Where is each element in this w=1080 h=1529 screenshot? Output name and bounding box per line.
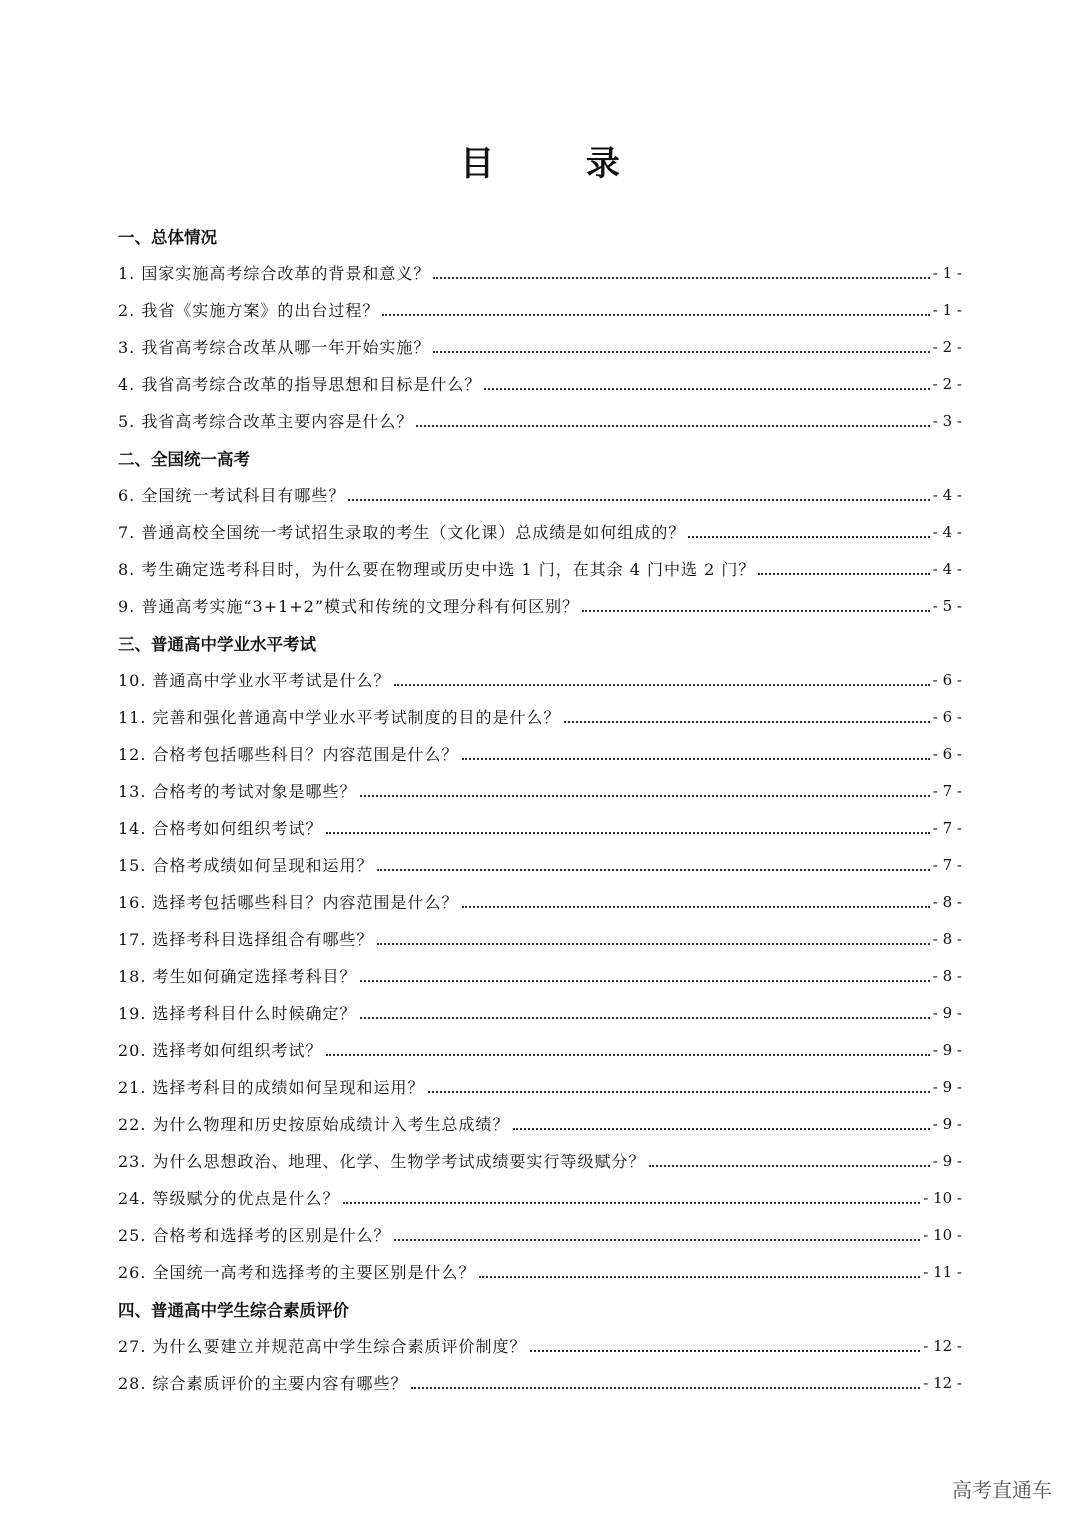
dot-leader bbox=[564, 720, 930, 723]
toc-entry[interactable] bbox=[118, 254, 962, 291]
toc-entry[interactable] bbox=[118, 513, 962, 550]
section-heading bbox=[118, 1290, 962, 1327]
toc-entry[interactable] bbox=[118, 587, 962, 624]
toc-page-number: - 5 - bbox=[932, 596, 962, 615]
toc-page-number: - 1 - bbox=[932, 300, 962, 319]
toc-entry[interactable] bbox=[118, 291, 962, 328]
toc-entry-text: 21. 选择考科目的成绩如何呈现和运用？ bbox=[118, 1078, 425, 1097]
toc-entry-text: 18. 考生如何确定选择考科目？ bbox=[118, 967, 357, 986]
section-title: 一、总体情况 bbox=[118, 227, 217, 247]
toc-page-number: - 8 - bbox=[932, 929, 962, 948]
toc-entry[interactable] bbox=[118, 1142, 962, 1179]
toc-entry-text: 28. 综合素质评价的主要内容有哪些？ bbox=[118, 1374, 408, 1393]
toc-entry-text: 16. 选择考包括哪些科目？内容范围是什么？ bbox=[118, 893, 459, 912]
toc-entry[interactable] bbox=[118, 735, 962, 772]
dot-leader bbox=[513, 1127, 930, 1130]
toc-entry-text: 6. 全国统一考试科目有哪些？ bbox=[118, 486, 346, 505]
toc-page-number: - 11 - bbox=[923, 1262, 962, 1281]
toc-entry-text: 27. 为什么要建立并规范高中学生综合素质评价制度？ bbox=[118, 1337, 527, 1356]
toc-entry[interactable] bbox=[118, 957, 962, 994]
toc-entry[interactable] bbox=[118, 883, 962, 920]
toc-entry[interactable] bbox=[118, 661, 962, 698]
toc-page-number: - 3 - bbox=[932, 411, 962, 430]
toc-entry-text: 20. 选择考如何组织考试？ bbox=[118, 1041, 323, 1060]
table-of-contents bbox=[118, 217, 962, 1401]
toc-entry[interactable] bbox=[118, 476, 962, 513]
toc-entry-text: 5. 我省高考综合改革主要内容是什么？ bbox=[118, 412, 414, 431]
toc-page-number: - 2 - bbox=[932, 337, 962, 356]
toc-entry[interactable] bbox=[118, 365, 962, 402]
dot-leader bbox=[462, 905, 930, 908]
toc-page-number: - 6 - bbox=[932, 744, 962, 763]
toc-entry-text: 2. 我省《实施方案》的出台过程？ bbox=[118, 301, 380, 320]
toc-entry-text: 4. 我省高考综合改革的指导思想和目标是什么？ bbox=[118, 375, 482, 394]
toc-entry-text: 25. 合格考和选择考的区别是什么？ bbox=[118, 1226, 391, 1245]
toc-entry-text: 24. 等级赋分的优点是什么？ bbox=[118, 1189, 340, 1208]
toc-entry[interactable] bbox=[118, 846, 962, 883]
dot-leader bbox=[326, 1053, 930, 1056]
toc-page-number: - 8 - bbox=[932, 892, 962, 911]
dot-leader bbox=[326, 831, 930, 834]
dot-leader bbox=[649, 1164, 930, 1167]
dot-leader bbox=[377, 868, 930, 871]
toc-entry[interactable] bbox=[118, 994, 962, 1031]
toc-entry-text: 14. 合格考如何组织考试？ bbox=[118, 819, 323, 838]
toc-page-number: - 4 - bbox=[932, 485, 962, 504]
toc-entry-text: 8. 考生确定选考科目时，为什么要在物理或历史中选 1 门，在其余 4 门中选 2 门？ bbox=[118, 560, 756, 579]
section-heading bbox=[118, 439, 962, 476]
toc-entry[interactable] bbox=[118, 1364, 962, 1401]
dot-leader bbox=[758, 572, 929, 575]
watermark: 高考直通车 bbox=[952, 1478, 1052, 1502]
toc-entry-text: 17. 选择考科目选择组合有哪些？ bbox=[118, 930, 374, 949]
toc-entry-text: 1. 国家实施高考综合改革的背景和意义？ bbox=[118, 264, 431, 283]
toc-entry[interactable] bbox=[118, 809, 962, 846]
dot-leader bbox=[411, 1386, 921, 1389]
toc-entry[interactable] bbox=[118, 402, 962, 439]
toc-page-number: - 9 - bbox=[932, 1040, 962, 1059]
toc-entry-text: 13. 合格考的考试对象是哪些？ bbox=[118, 782, 357, 801]
toc-page-number: - 8 - bbox=[932, 966, 962, 985]
dot-leader bbox=[530, 1349, 921, 1352]
toc-entry-text: 22. 为什么物理和历史按原始成绩计入考生总成绩？ bbox=[118, 1115, 510, 1134]
toc-entry[interactable] bbox=[118, 698, 962, 735]
toc-page-number: - 9 - bbox=[932, 1003, 962, 1022]
toc-entry[interactable] bbox=[118, 1068, 962, 1105]
toc-page-number: - 10 - bbox=[923, 1225, 962, 1244]
dot-leader bbox=[433, 276, 929, 279]
dot-leader bbox=[416, 424, 929, 427]
toc-entry[interactable] bbox=[118, 1105, 962, 1142]
toc-entry[interactable] bbox=[118, 920, 962, 957]
toc-entry[interactable] bbox=[118, 550, 962, 587]
toc-page-number: - 4 - bbox=[932, 522, 962, 541]
toc-entry[interactable] bbox=[118, 328, 962, 365]
toc-entry-text: 7. 普通高校全国统一考试招生录取的考生（文化课）总成绩是如何组成的？ bbox=[118, 523, 686, 542]
toc-page-number: - 1 - bbox=[932, 263, 962, 282]
toc-entry-text: 3. 我省高考综合改革从哪一年开始实施？ bbox=[118, 338, 431, 357]
toc-entry[interactable] bbox=[118, 1031, 962, 1068]
toc-page-number: - 9 - bbox=[932, 1077, 962, 1096]
dot-leader bbox=[377, 942, 930, 945]
toc-page-number: - 6 - bbox=[932, 707, 962, 726]
dot-leader bbox=[484, 387, 929, 390]
toc-entry-text: 26. 全国统一高考和选择考的主要区别是什么？ bbox=[118, 1263, 476, 1282]
dot-leader bbox=[479, 1275, 921, 1278]
toc-page-number: - 7 - bbox=[932, 781, 962, 800]
dot-leader bbox=[343, 1201, 921, 1204]
dot-leader bbox=[394, 683, 930, 686]
toc-page-number: - 10 - bbox=[923, 1188, 962, 1207]
dot-leader bbox=[360, 794, 930, 797]
dot-leader bbox=[382, 313, 929, 316]
toc-page-number: - 9 - bbox=[932, 1114, 962, 1133]
dot-leader bbox=[360, 1016, 930, 1019]
dot-leader bbox=[433, 350, 929, 353]
section-heading bbox=[118, 217, 962, 254]
toc-entry[interactable] bbox=[118, 1253, 962, 1290]
toc-entry[interactable] bbox=[118, 1216, 962, 1253]
toc-entry-text: 15. 合格考成绩如何呈现和运用？ bbox=[118, 856, 374, 875]
page-title: 目 录 bbox=[460, 144, 660, 184]
toc-page-number: - 6 - bbox=[932, 670, 962, 689]
toc-entry-text: 19. 选择考科目什么时候确定？ bbox=[118, 1004, 357, 1023]
toc-page-number: - 7 - bbox=[932, 855, 962, 874]
toc-entry-text: 9. 普通高考实施“3+1+2”模式和传统的文理分科有何区别？ bbox=[118, 597, 580, 616]
toc-page-number: - 12 - bbox=[923, 1373, 962, 1392]
dot-leader bbox=[428, 1090, 930, 1093]
dot-leader bbox=[582, 609, 930, 612]
dot-leader bbox=[462, 757, 930, 760]
dot-leader bbox=[688, 535, 929, 538]
toc-page-number: - 9 - bbox=[932, 1151, 962, 1170]
dot-leader bbox=[360, 979, 930, 982]
toc-page-number: - 12 - bbox=[923, 1336, 962, 1355]
dot-leader bbox=[394, 1238, 921, 1241]
toc-entry[interactable] bbox=[118, 1327, 962, 1364]
section-heading bbox=[118, 624, 962, 661]
toc-entry-text: 12. 合格考包括哪些科目？内容范围是什么？ bbox=[118, 745, 459, 764]
dot-leader bbox=[348, 498, 929, 501]
toc-page-number: - 4 - bbox=[932, 559, 962, 578]
toc-entry-text: 23. 为什么思想政治、地理、化学、生物学考试成绩要实行等级赋分？ bbox=[118, 1152, 646, 1171]
section-title: 二、全国统一高考 bbox=[118, 449, 250, 469]
toc-entry[interactable] bbox=[118, 772, 962, 809]
toc-entry-text: 11. 完善和强化普通高中学业水平考试制度的目的是什么？ bbox=[118, 708, 561, 727]
toc-entry-text: 10. 普通高中学业水平考试是什么？ bbox=[118, 671, 391, 690]
section-title: 四、普通高中学生综合素质评价 bbox=[118, 1300, 349, 1320]
toc-entry[interactable] bbox=[118, 1179, 962, 1216]
toc-page-number: - 7 - bbox=[932, 818, 962, 837]
section-title: 三、普通高中学业水平考试 bbox=[118, 634, 316, 654]
toc-page-number: - 2 - bbox=[932, 374, 962, 393]
